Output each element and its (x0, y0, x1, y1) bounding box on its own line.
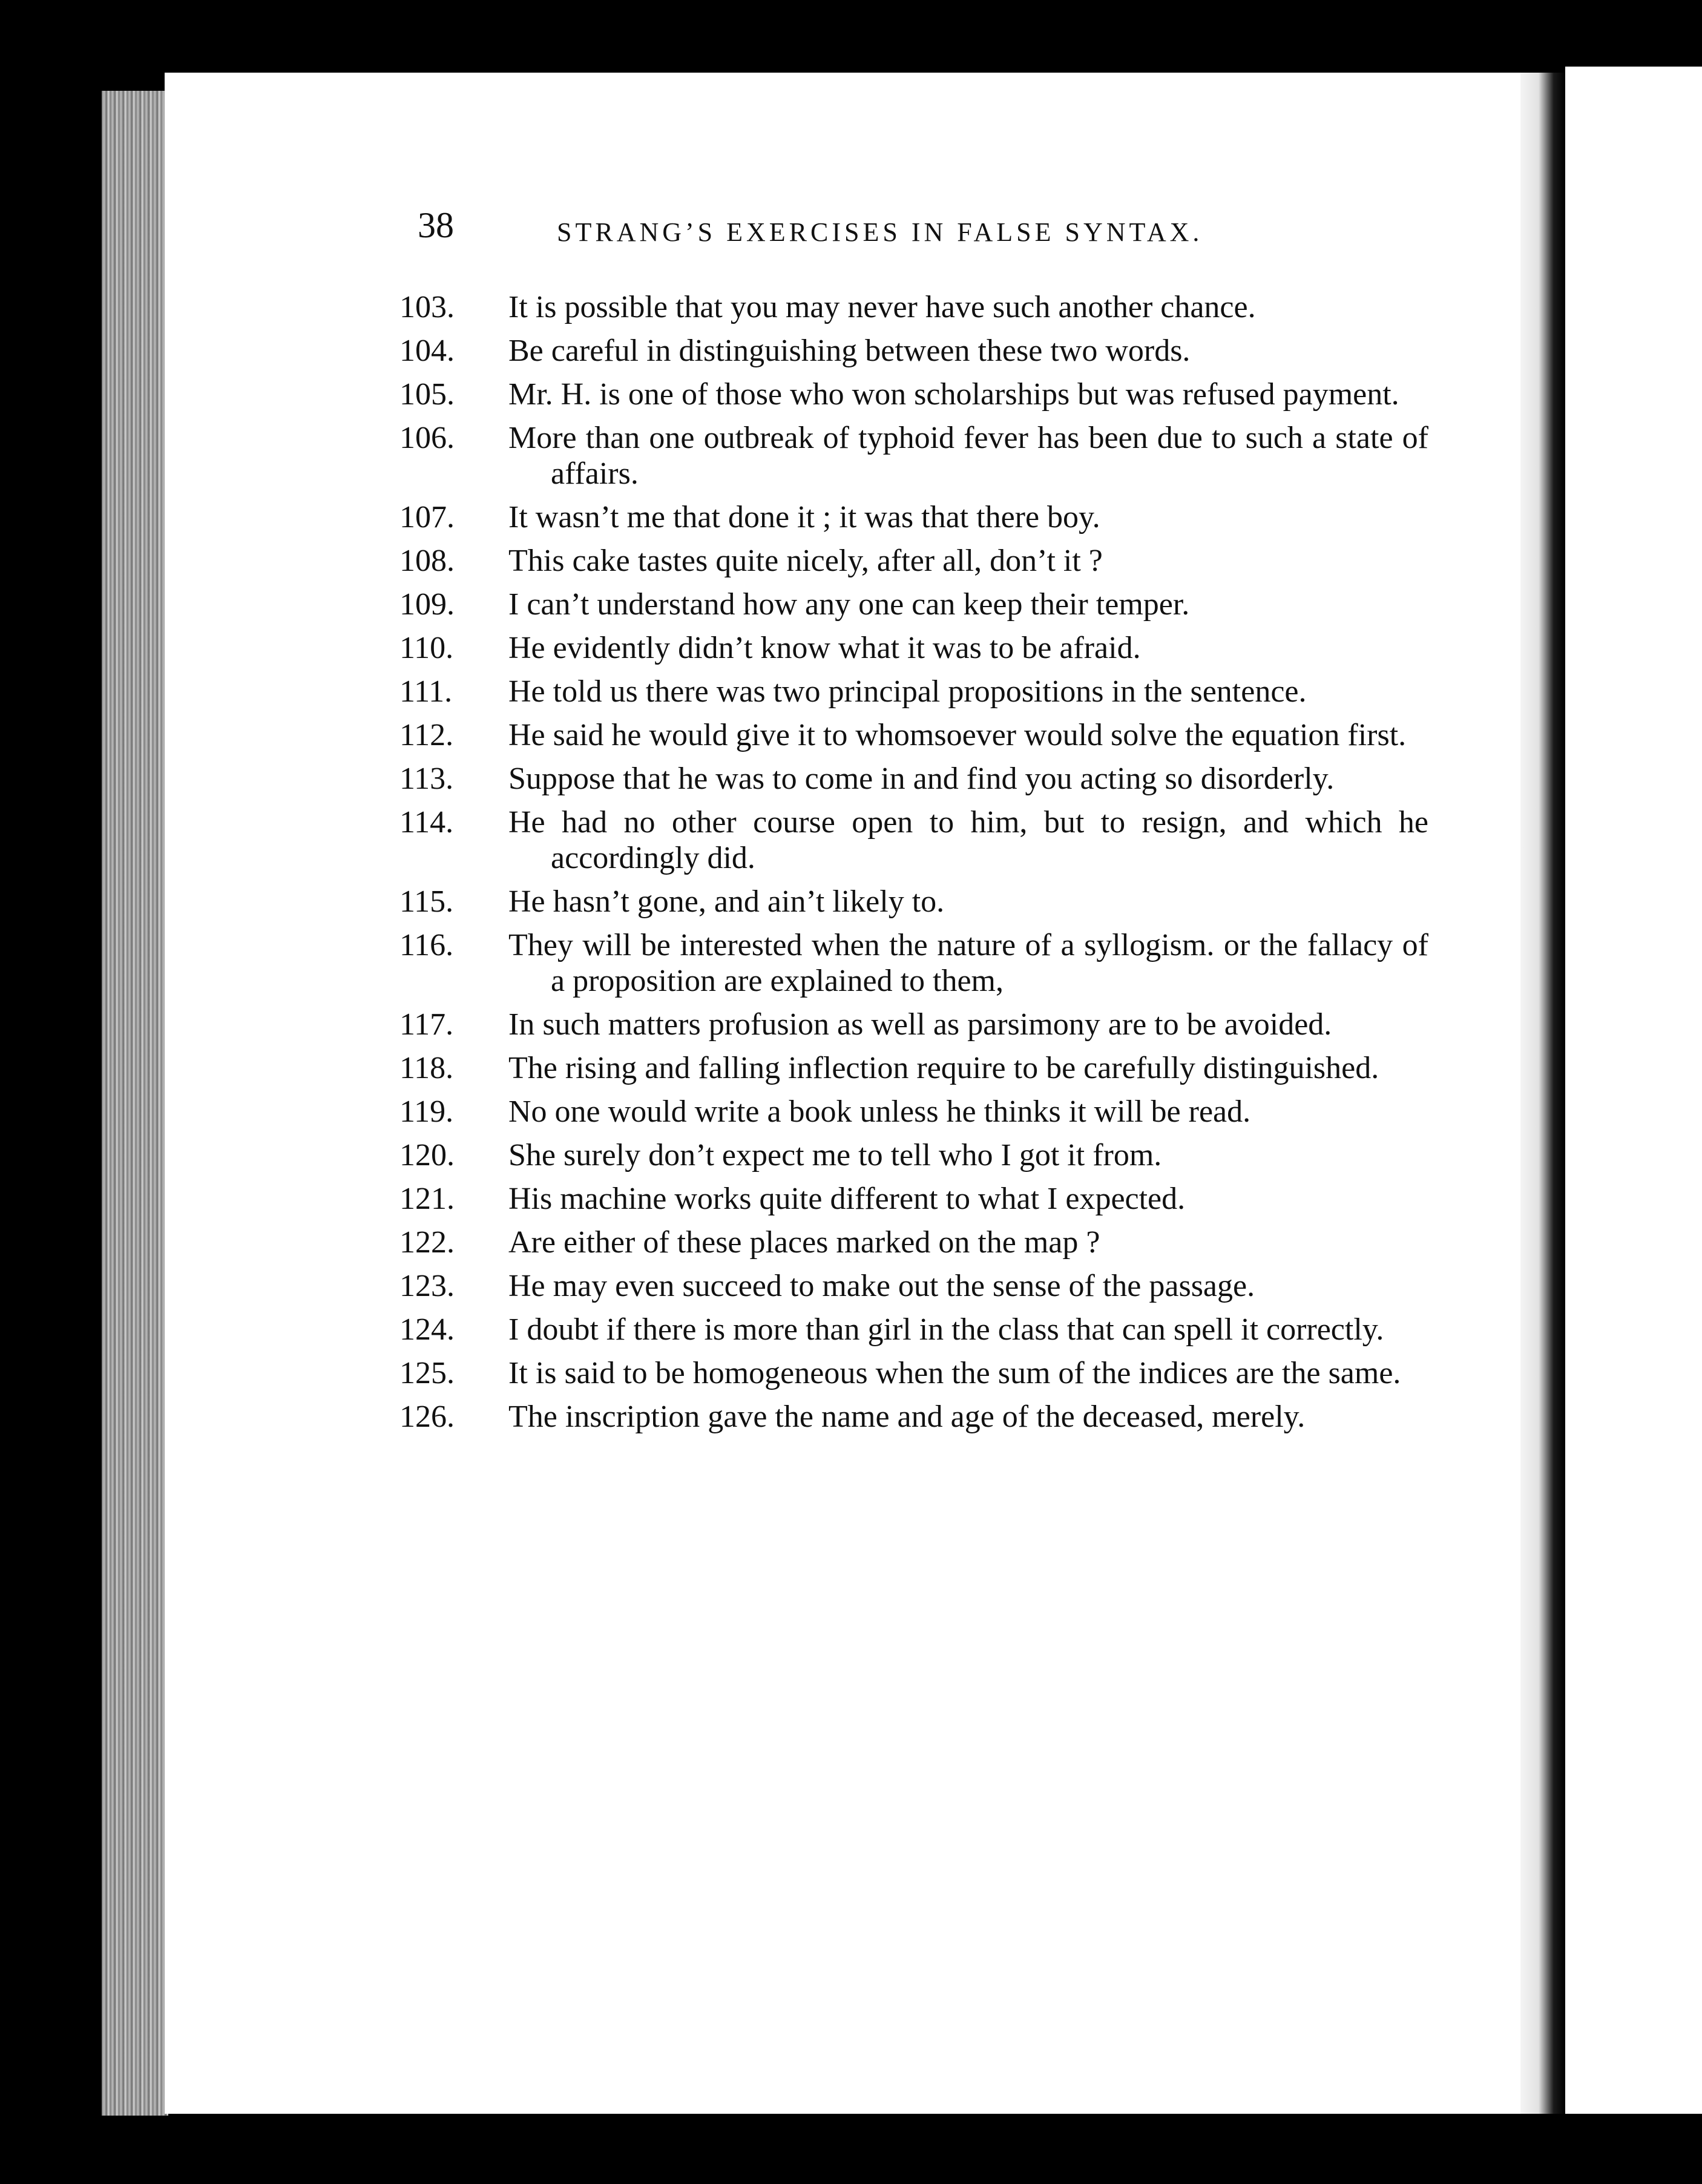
exercise-text: He evidently didn’t know what it was to be afraid. (508, 631, 1141, 665)
exercise-item (399, 1355, 1401, 1391)
exercise-number: 112. (399, 718, 454, 752)
exercise-item (399, 1225, 1398, 1260)
exercise-item (399, 717, 1407, 753)
right-page (1565, 67, 1702, 2114)
exercise-number: 108. (399, 544, 455, 578)
exercise-number: 126. (399, 1400, 455, 1434)
exercise-item (399, 1094, 1398, 1130)
exercise-item (399, 674, 1398, 709)
exercise-number: 115. (399, 884, 454, 919)
exercise-text: She surely don’t expect me to tell who I got it from. (508, 1138, 1162, 1173)
exercise-number: 111. (399, 674, 453, 709)
exercise-item (399, 499, 1398, 535)
exercise-number: 109. (399, 587, 455, 622)
exercise-item (399, 1399, 1398, 1435)
exercise-item (399, 1137, 1398, 1173)
exercise-item (399, 1181, 1398, 1217)
exercise-text: He told us there was two principal propositions in the sentence. (508, 674, 1307, 709)
exercise-number: 110. (399, 631, 454, 665)
exercise-text: In such matters profusion as well as parsimony are to be avoided. (508, 1007, 1332, 1042)
exercise-text: It is possible that you may never have such another chance. (508, 290, 1256, 324)
exercise-item (399, 1268, 1398, 1304)
exercise-number: 117. (399, 1007, 454, 1042)
book-page-edges (102, 91, 168, 2116)
exercise-text: More than one outbreak of typhoid fever has been due to such a state of affairs. (508, 421, 1428, 491)
exercise-number: 114. (399, 805, 454, 840)
exercise-item (399, 543, 1398, 579)
exercise-item (399, 1050, 1398, 1086)
exercise-text: He may even succeed to make out the sense of the passage. (508, 1269, 1255, 1303)
exercise-item (399, 884, 1398, 919)
exercise-list (399, 289, 1428, 1442)
exercise-number: 123. (399, 1269, 455, 1303)
exercise-text: This cake tastes quite nicely, after all, don’t it ? (508, 544, 1103, 578)
page-number: 38 (418, 205, 454, 245)
exercise-number: 113. (399, 761, 454, 796)
exercise-text: He hasn’t gone, and ain’t likely to. (508, 884, 945, 919)
exercise-item (399, 587, 1398, 622)
exercise-number: 125. (399, 1356, 455, 1390)
exercise-text: He had no other course open to him, but to resign, and which he accordingly did. (508, 805, 1428, 875)
exercise-number: 118. (399, 1051, 454, 1085)
exercise-item (399, 927, 1428, 999)
exercise-number: 120. (399, 1138, 455, 1173)
exercise-number: 105. (399, 377, 455, 412)
exercise-text: Be careful in distinguishing between these two words. (508, 334, 1191, 368)
exercise-text: No one would write a book unless he thinks it will be read. (508, 1094, 1251, 1129)
page-title: STRANG’S EXERCISES IN FALSE SYNTAX. (557, 217, 1203, 247)
exercise-text: Mr. H. is one of those who won scholarships but was refused payment. (508, 377, 1399, 412)
exercise-number: 121. (399, 1182, 455, 1216)
exercise-item (399, 420, 1428, 492)
exercise-item (399, 377, 1398, 412)
exercise-text: Are either of these places marked on the map ? (508, 1225, 1100, 1260)
exercise-text: The inscription gave the name and age of the deceased, merely. (508, 1400, 1306, 1434)
exercise-text: His machine works quite different to what I expected. (508, 1182, 1186, 1216)
exercise-number: 104. (399, 334, 455, 368)
exercise-number: 119. (399, 1094, 454, 1129)
exercise-number: 107. (399, 500, 455, 534)
exercise-item (399, 630, 1398, 666)
exercise-item (399, 1007, 1398, 1042)
exercise-text: The rising and falling inflection require to be carefully distinguished. (508, 1051, 1379, 1085)
exercise-item (399, 289, 1398, 325)
exercise-text: They will be interested when the nature of a syllogism. or the fallacy of a proposition are explained to them, (508, 928, 1428, 998)
exercise-text: It is said to be homogeneous when the sum of the indices are the same. (508, 1356, 1401, 1390)
exercise-item (399, 804, 1428, 876)
exercise-number: 116. (399, 928, 454, 962)
exercise-item (399, 1312, 1398, 1347)
exercise-text: It wasn’t me that done it ; it was that there boy. (508, 500, 1100, 534)
exercise-text: I can’t understand how any one can keep their temper. (508, 587, 1190, 622)
exercise-number: 103. (399, 290, 455, 324)
exercise-text: I doubt if there is more than girl in the class that can spell it correctly. (508, 1312, 1384, 1347)
book-gutter (1520, 73, 1565, 2114)
exercise-text: Suppose that he was to come in and find you acting so disorderly. (508, 761, 1335, 796)
exercise-number: 106. (399, 421, 455, 455)
exercise-item (399, 761, 1398, 797)
exercise-text: He said he would give it to whomsoever would solve the equation first. (508, 718, 1407, 752)
exercise-item (399, 333, 1398, 369)
exercise-number: 122. (399, 1225, 455, 1260)
exercise-number: 124. (399, 1312, 455, 1347)
